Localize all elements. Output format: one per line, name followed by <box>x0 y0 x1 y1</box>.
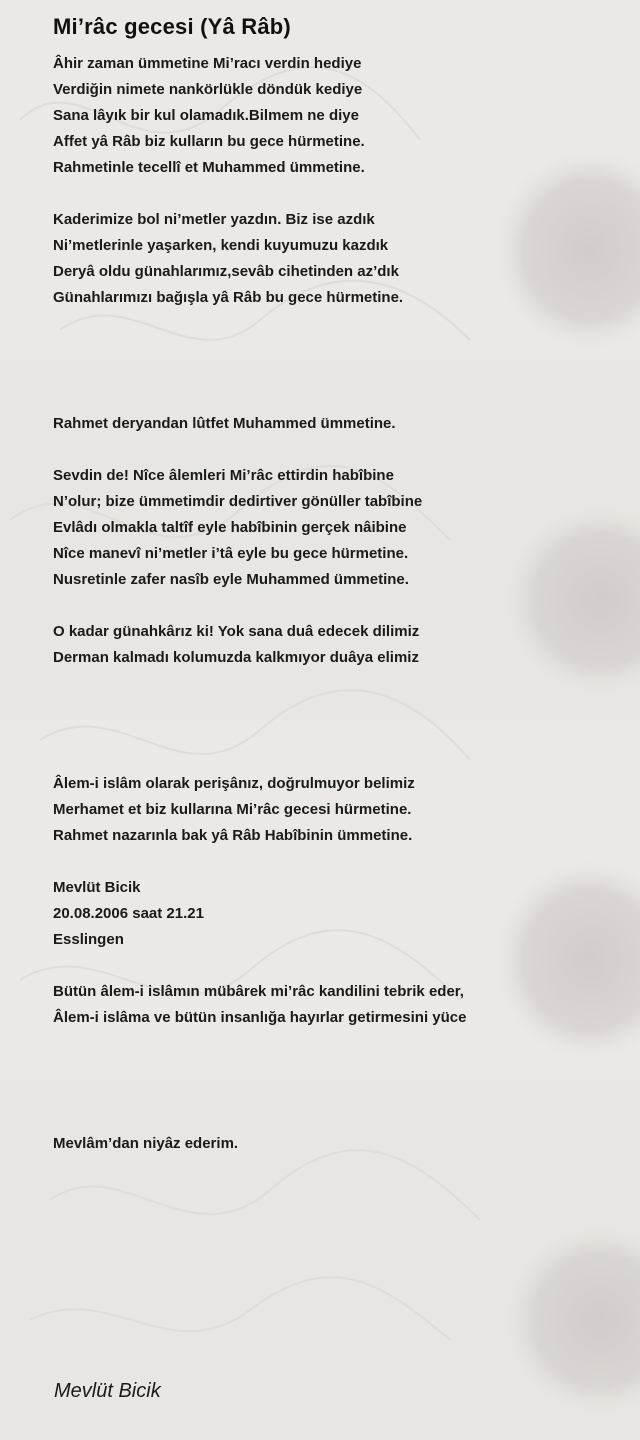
signature-date: 20.08.2006 saat 21.21 <box>53 905 204 922</box>
poem-line: Âlem-i islâma ve bütün insanlığa hayırlar getirmesini yüce <box>53 1009 467 1026</box>
signature-name: Mevlüt Bicik <box>53 879 141 896</box>
poem-line: Âlem-i islâm olarak perişânız, doğrulmuyor belimiz <box>53 775 415 792</box>
poem-line: Affet yâ Râb biz kulların bu gece hürmetine. <box>53 133 365 150</box>
poem-line: Verdiğin nimete nankörlükle döndük kediye <box>53 81 363 98</box>
poem-line: Ni’metlerinle yaşarken, kendi kuyumuzu kazdık <box>53 237 389 254</box>
poem-line: Mevlâm’dan niyâz ederim. <box>53 1135 239 1152</box>
poem-line: Merhamet et biz kullarına Mi’râc gecesi hürmetine. <box>53 801 412 818</box>
author-name: Mevlüt Bicik <box>54 1380 161 1402</box>
poem-line: Evlâdı olmakla taltîf eyle habîbinin gerçek nâibine <box>53 519 407 536</box>
poem-line: Nusretinle zafer nasîb eyle Muhammed ümmetine. <box>53 571 409 588</box>
poem-line: Derman kalmadı kolumuzda kalkmıyor duâya elimiz <box>53 649 419 666</box>
poem-line: Bütün âlem-i islâmın mübârek mi’râc kandilini tebrik eder, <box>53 983 464 1000</box>
poem-line: Nîce manevî ni’metler i’tâ eyle bu gece hürmetine. <box>53 545 409 562</box>
poem-line: Rahmetinle tecellî et Muhammed ümmetine. <box>53 159 365 176</box>
poem-line: Âhir zaman ümmetine Mi’racı verdin hediye <box>53 55 362 72</box>
poem-line: Rahmet deryandan lûtfet Muhammed ümmetine. <box>53 415 396 432</box>
signature-place: Esslingen <box>53 931 124 948</box>
poem-line: Deryâ oldu günahlarımız,sevâb cihetinden az’dık <box>53 263 399 280</box>
poem-line: Sevdin de! Nîce âlemleri Mi’râc ettirdin habîbine <box>53 467 394 484</box>
poem-line: O kadar günahkârız ki! Yok sana duâ edecek dilimiz <box>53 623 420 640</box>
poem-line: Rahmet nazarınla bak yâ Râb Habîbinin ümmetine. <box>53 827 413 844</box>
poem-line: Günahlarımızı bağışla yâ Râb bu gece hürmetine. <box>53 289 404 306</box>
poem-line: N’olur; bize ümmetimdir dedirtiver gönüller tabîbine <box>53 493 423 510</box>
poem-line: Kaderimize bol ni’metler yazdın. Biz ise azdık <box>53 211 375 228</box>
poem-title: Mi’râc gecesi (Yâ Râb) <box>53 14 291 39</box>
poem-line: Sana lâyık bir kul olamadık.Bilmem ne diye <box>53 107 359 124</box>
